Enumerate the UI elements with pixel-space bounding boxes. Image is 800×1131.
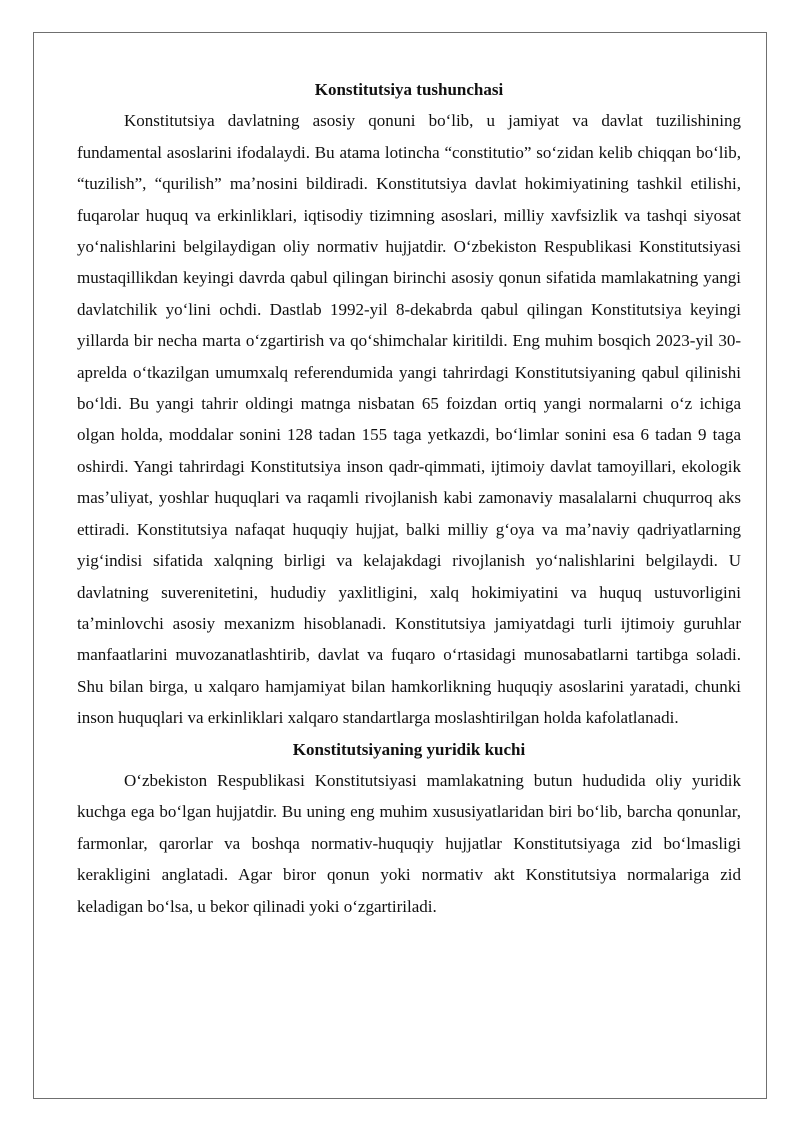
paragraph-yuridik-kuchi: Oʻzbekiston Respublikasi Konstitutsiyasi mamlakatning butun hududida oliy yuridik kuchga ega boʻlgan hujjatdir. Bu uning eng muhim xususiyatlaridan biri boʻlib, barcha qonunlar, farmonlar, qarorlar va boshqa normativ-huquqiy hujjatlar Konstitutsiyaga zid boʻlmasligi kerakligini anglatadi. Agar biror qonun yoki normativ akt Konstitutsiya normalariga zid keladigan boʻlsa, u bekor qilinadi yoki oʻzgartiriladi. [77,770,741,916]
document-body [77,74,741,922]
section-title-konstitutsiya-tushunchasi: Konstitutsiya tushunchasi [314,80,504,99]
section-title-yuridik-kuchi: Konstitutsiyaning yuridik kuchi [292,739,526,759]
paragraph-konstitutsiya-tushunchasi: Konstitutsiya davlatning asosiy qonuni boʻlib, u jamiyat va davlat tuzilishining fundamental asoslarini ifodalaydi. Bu atama lotincha “constitutio” soʻzidan kelib chiqqan boʻlib, “tuzilish”, “qurilish” maʼnosini bildiradi. Konstitutsiya davlat hokimiyatining tashkil etilishi, fuqarolar huquq va erkinliklari, iqtisodiy tizimning asoslari, milliy xavfsizlik va tashqi siyosat yoʻnalishlarini belgilaydigan oliy normativ hujjatdir. Oʻzbekiston Respublikasi Konstitutsiyasi mustaqillikdan keyingi davrda qabul qilingan birinchi asosiy qonun sifatida mamlakatning yangi davlatchilik yoʻlini ochdi. Dastlab 1992-yil 8-dekabrda qabul qilingan Konstitutsiya keyingi yillarda bir necha marta oʻzgartirish va qoʻshimchalar kiritildi. Eng muhim bosqich 2023-yil 30-aprelda oʻtkazilgan umumxalq referendumida yangi tahrirdagi Konstitutsiyaning qabul qilinishi boʻldi. Bu yangi tahrir oldingi matnga nisbatan 65 foizdan ortiq yangi normalarni oʻz ichiga olgan holda, moddalar sonini 128 tadan 155 taga yetkazdi, boʻlimlar sonini esa 6 tadan 9 taga oshirdi. Yangi tahrirdagi Konstitutsiya inson qadr-qimmati, ijtimoiy davlat tamoyillari, ekologik masʼuliyat, yoshlar huquqlari va raqamli rivojlanish kabi zamonaviy masalalarni chuqurroq aks ettiradi. Konstitutsiya nafaqat huquqiy hujjat, balki milliy gʻoya va maʼnaviy qadriyatlarning yigʻindisi sifatida xalqning birligi va kelajakdagi rivojlanish yoʻnalishlarini belgilaydi. U davlatning suverenitetini, hududiy yaxlitligini, xalq hokimiyatini va huquq ustuvorligini taʼminlovchi asosiy mexanizm hisoblanadi. Konstitutsiya jamiyatdagi turli ijtimoiy guruhlar manfaatlarini muvozanatlashtirib, davlat va fuqaro oʻrtasidagi munosabatlarni tartibga soladi. Shu bilan birga, u xalqaro hamjamiyat bilan hamkorlikning huquqiy asoslarini yaratadi, chunki inson huquqlari va erkinliklari xalqaro standartlarga moslashtirilgan holda kafolatlanadi. [77,111,741,728]
